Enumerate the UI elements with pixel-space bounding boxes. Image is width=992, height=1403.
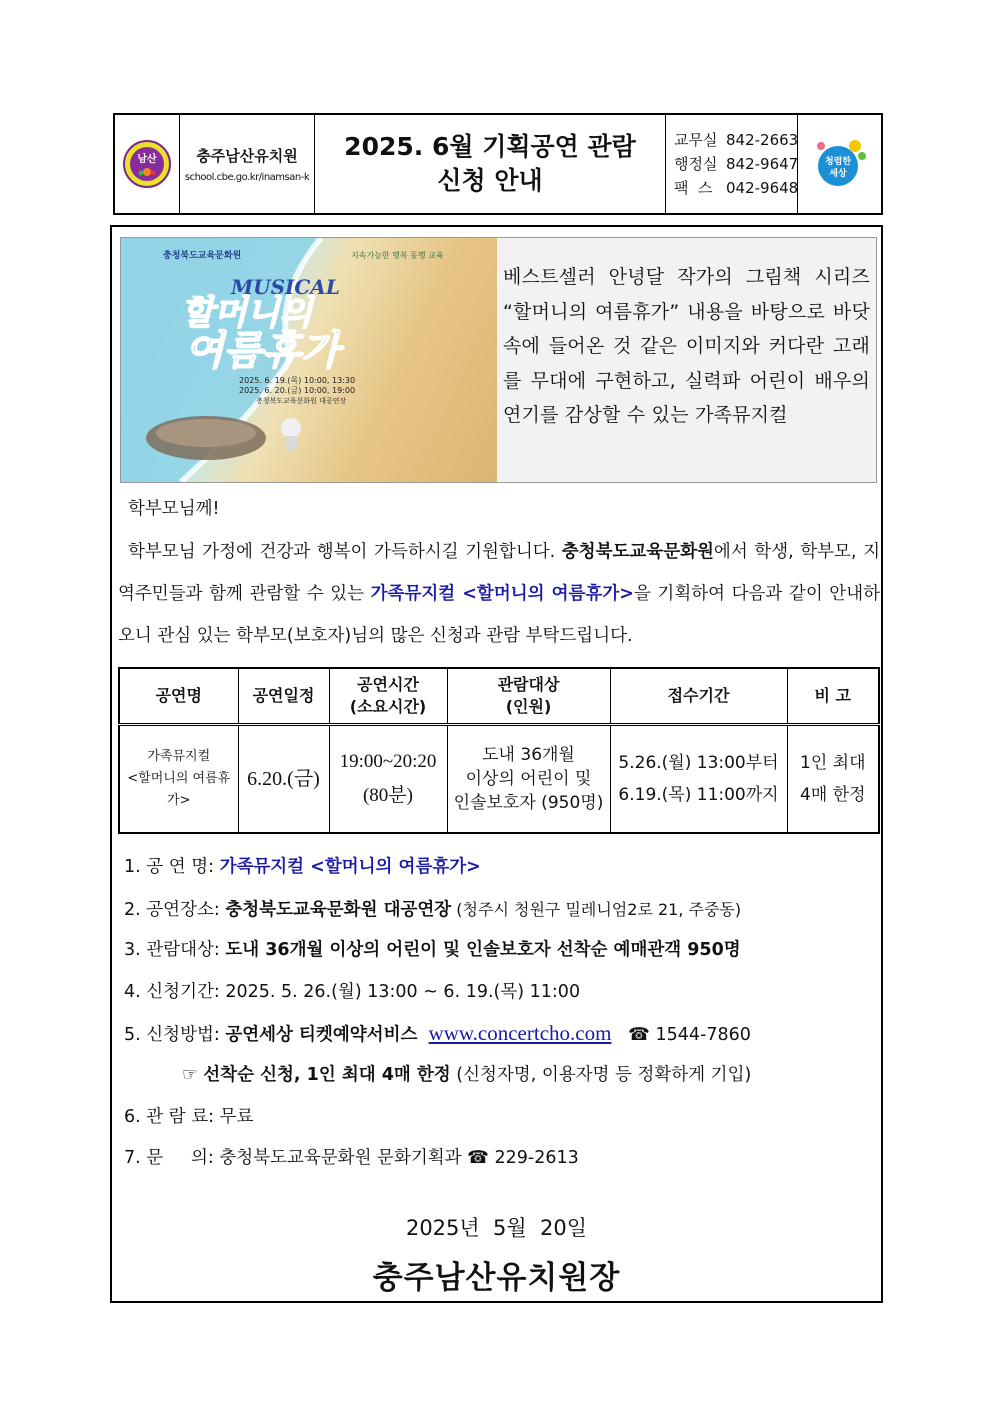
school-name: 충주남산유치원 bbox=[196, 147, 298, 165]
svg-text:청렴한: 청렴한 bbox=[824, 157, 851, 167]
poster-date-1: 2025. 6. 19.(목) 10:00, 13:30 bbox=[239, 376, 356, 385]
table-header: 접수기간 bbox=[610, 668, 787, 725]
greeting-line: 학부모님께! bbox=[128, 499, 220, 519]
musical-poster bbox=[121, 238, 497, 482]
poster-title-1: 할머니의 bbox=[181, 293, 313, 333]
list-item-method-note bbox=[124, 1055, 874, 1097]
item-value: 충청북도교육문화원 대공연장 bbox=[225, 899, 452, 920]
title-line-2: 신청 안내 bbox=[437, 166, 543, 195]
para-musical: 가족뮤지컬 <할머니의 여름휴가> bbox=[370, 584, 634, 604]
table-header: 공연일정 bbox=[238, 668, 329, 725]
integrity-emblem-icon bbox=[808, 132, 872, 196]
intro-description: 베스트셀러 안녕달 작가의 그림책 시리즈 “할머니의 여름휴가” 내용을 바탕으로 바닷속에 들어온 것 같은 이미지와 커다란 고래를 무대에 구현하고, 실력파 어린이 배우의 연기를 감상할 수 있는 가족뮤지컬 bbox=[503, 266, 870, 426]
list-item-inquiry bbox=[124, 1138, 874, 1180]
intro-paragraph bbox=[118, 531, 880, 657]
list-item-venue bbox=[124, 889, 874, 931]
cell-period: 5.26.(월) 13:00부터 6.19.(목) 11:00까지 bbox=[610, 725, 787, 834]
poster-title-2: 여름휴가 bbox=[185, 328, 340, 374]
info-list bbox=[124, 847, 874, 1180]
performance-table bbox=[118, 667, 880, 834]
contact-list bbox=[666, 115, 798, 213]
contact-row bbox=[674, 176, 797, 200]
table-header: 공연시간 (소요시간) bbox=[329, 668, 447, 725]
cell-target: 도내 36개월 이상의 어린이 및 인솔보호자 (950명) bbox=[447, 725, 610, 834]
table-header: 관람대상 (인원) bbox=[447, 668, 610, 725]
document-date: 2025년 5월 20일 bbox=[405, 1216, 588, 1240]
title-line-1: 2025. 6월 기획공연 관람 bbox=[344, 132, 636, 161]
cell-name: 가족뮤지컬 <할머니의 여름휴 가> bbox=[119, 725, 238, 834]
inquiry-phone: 229-2613 bbox=[494, 1148, 579, 1169]
para-part-5: 을 기획하여 다음과 같이 안내하오니 관심 있는 학부모(보호자)님의 많은 신청과 관람 부탁드립니다. bbox=[118, 584, 881, 646]
poster-musical-word: MUSICAL bbox=[231, 275, 340, 299]
svg-text:세상: 세상 bbox=[828, 169, 847, 179]
cell-date: 6.20.(금) bbox=[238, 725, 329, 834]
item-value: 도내 36개월 이상의 어린이 및 인솔보호자 선착순 예매관객 950명 bbox=[225, 940, 741, 961]
item-label: 3. 관람대상: bbox=[124, 940, 226, 961]
poster-org: 충청북도교육문화원 bbox=[163, 251, 242, 261]
cell-note: 1인 최대 4매 한정 bbox=[787, 725, 879, 834]
ticket-phone: 1544-7860 bbox=[655, 1025, 751, 1046]
poster-slogan: 지속가능한 행복 동행 교육 bbox=[351, 251, 444, 260]
list-item-target bbox=[124, 930, 874, 972]
integrity-emblem bbox=[798, 115, 881, 213]
document-title bbox=[315, 115, 666, 213]
para-org: 충청북도교육문화원 bbox=[561, 542, 714, 562]
table-row bbox=[119, 725, 879, 834]
contact-label: 팩 스 bbox=[674, 179, 713, 197]
contact-number: 042-9648 bbox=[726, 179, 799, 197]
item-value: 가족뮤지컬 <할머니의 여름휴가> bbox=[219, 857, 481, 877]
contact-label: 행정실 bbox=[674, 155, 718, 173]
poster-art bbox=[121, 238, 497, 482]
table-header: 공연명 bbox=[119, 668, 238, 725]
svg-text:남산: 남산 bbox=[137, 154, 157, 165]
cell-time: 19:00~20:20 (80분) bbox=[329, 725, 447, 834]
list-item-fee: 6. 관 람 료: 무료 bbox=[124, 1106, 254, 1127]
list-item-period: 4. 신청기간: 2025. 5. 26.(월) 13:00 ~ 6. 19.(목) 11:00 bbox=[124, 981, 581, 1002]
contact-number: 842-2663 bbox=[726, 131, 799, 149]
phone-icon: ☎ bbox=[628, 1025, 650, 1046]
phone-icon: ☎ bbox=[467, 1148, 489, 1169]
intro-section bbox=[120, 237, 877, 483]
pointing-hand-icon: ☞ bbox=[182, 1064, 198, 1085]
item-label: 7. 문 의: 충청북도교육문화원 문화기획과 bbox=[124, 1148, 468, 1169]
item-label: 5. 신청방법: bbox=[124, 1025, 226, 1046]
list-item-method bbox=[124, 1013, 874, 1055]
method-note-bold: 선착순 신청, 1인 최대 4매 한정 bbox=[203, 1064, 451, 1085]
item-value: 공연세상 티켓예약서비스 bbox=[225, 1025, 418, 1046]
para-part-1: 학부모님 가정에 건강과 행복이 가득하시길 기원합니다. bbox=[128, 542, 562, 562]
item-label: 1. 공 연 명: bbox=[124, 857, 220, 877]
item-note: (청주시 청원구 밀레니엄2로 21, 주중동) bbox=[451, 899, 742, 919]
school-logo-icon bbox=[122, 139, 172, 189]
contact-row bbox=[674, 152, 797, 176]
method-note-detail: (신청자명, 이용자명 등 정확하게 기입) bbox=[450, 1064, 752, 1085]
signature: 충주남산유치원장 bbox=[372, 1260, 621, 1296]
para-part-3: 에서 학생, 학부모, 지역주민들과 함께 관람할 수 있는 bbox=[118, 542, 880, 604]
school-url[interactable]: school.cbe.go.kr/inamsan-k bbox=[184, 172, 310, 183]
greeting bbox=[118, 491, 880, 527]
table-header-row bbox=[119, 668, 879, 725]
poster-date-2: 2025. 6. 20.(금) 10:00, 19:00 bbox=[239, 386, 356, 395]
school-info bbox=[180, 115, 315, 213]
contact-label: 교무실 bbox=[674, 131, 718, 149]
contact-number: 842-9647 bbox=[726, 155, 799, 173]
document-header bbox=[113, 113, 883, 215]
school-logo bbox=[115, 115, 180, 213]
main-content bbox=[110, 225, 883, 1303]
contact-row bbox=[674, 128, 797, 152]
table-header: 비 고 bbox=[787, 668, 879, 725]
list-item-title bbox=[124, 847, 874, 889]
poster-venue: 충청북도교육문화원 대공연장 bbox=[256, 397, 347, 405]
ticket-website-link[interactable]: www.concertcho.com bbox=[428, 1021, 612, 1046]
item-label: 2. 공연장소: bbox=[124, 899, 226, 920]
